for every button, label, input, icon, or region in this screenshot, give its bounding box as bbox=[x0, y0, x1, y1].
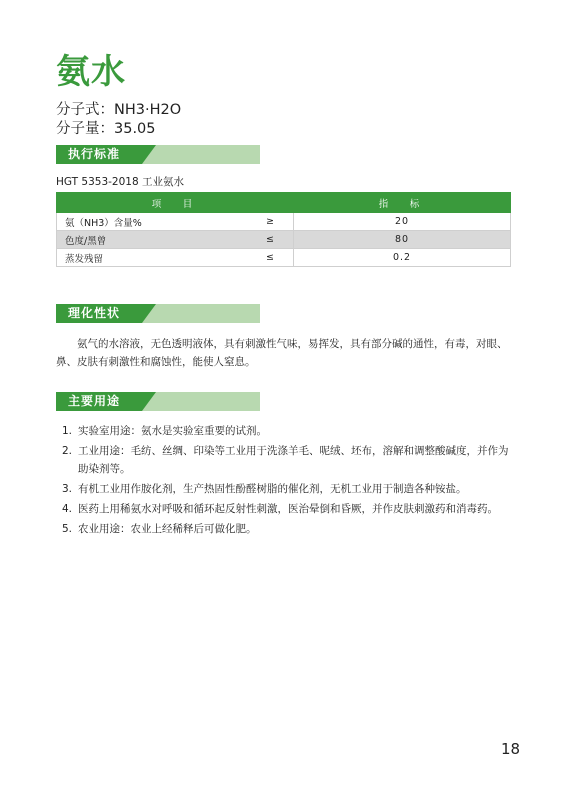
cell-value: 80 bbox=[294, 231, 511, 249]
cell-value: 0.2 bbox=[294, 249, 511, 267]
section-header-standard bbox=[56, 145, 260, 164]
standard-text: HGT 5353-2018 工业氨水 bbox=[56, 176, 184, 188]
section-label: 执行标准 bbox=[68, 147, 121, 161]
section-label: 理化性状 bbox=[68, 306, 121, 320]
section-header-uses bbox=[56, 392, 260, 411]
header-value: 指 标 bbox=[294, 193, 511, 213]
table-header-row bbox=[57, 193, 511, 213]
list-item bbox=[62, 422, 512, 440]
list-number: 3. bbox=[62, 483, 73, 495]
list-text: 工业用途：毛纺、丝绸、印染等工业用于洗涤羊毛、呢绒、坯布，溶解和调整酸碱度，并作为助染剂等。 bbox=[78, 445, 509, 475]
list-item bbox=[62, 520, 512, 538]
cell-operator: ≤ bbox=[247, 231, 294, 249]
list-number: 2. bbox=[62, 445, 73, 457]
uses-list bbox=[62, 422, 512, 540]
cell-value: 20 bbox=[294, 213, 511, 231]
cell-item: 蒸发残留 bbox=[57, 249, 248, 267]
section-header-properties bbox=[56, 304, 260, 323]
molecular-weight: 分子量：35.05 bbox=[56, 121, 156, 137]
list-text: 医药上用稀氨水对呼吸和循环起反射性刺激，医治晕倒和昏厥，并作皮肤刺激药和消毒药。 bbox=[78, 503, 498, 515]
list-item bbox=[62, 442, 512, 478]
list-text: 农业用途：农业上经稀释后可做化肥。 bbox=[78, 523, 257, 535]
cell-operator: ≤ bbox=[247, 249, 294, 267]
cell-item: 氨（NH3）含量% bbox=[57, 213, 248, 231]
page-number: 18 bbox=[501, 740, 521, 758]
table-row bbox=[57, 231, 511, 249]
cell-item: 色度/黑曾 bbox=[57, 231, 248, 249]
list-text: 实验室用途：氨水是实验室重要的试剂。 bbox=[78, 425, 267, 437]
list-item bbox=[62, 480, 512, 498]
spec-table bbox=[56, 192, 511, 267]
list-number: 1. bbox=[62, 425, 73, 437]
list-number: 5. bbox=[62, 523, 73, 535]
list-item bbox=[62, 500, 512, 518]
table-row bbox=[57, 249, 511, 267]
header-item: 项 目 bbox=[57, 193, 294, 213]
page-title: 氨水 bbox=[56, 52, 126, 92]
list-number: 4. bbox=[62, 503, 73, 515]
molecular-formula: 分子式：NH3·H2O bbox=[56, 102, 182, 118]
properties-text: 氨气的水溶液，无色透明液体，具有刺激性气味，易挥发，具有部分碱的通性，有毒，对眼、鼻、皮肤有刺激性和腐蚀性，能使人窒息。 bbox=[56, 338, 508, 368]
section-label: 主要用途 bbox=[68, 394, 121, 408]
list-text: 有机工业用作胺化剂，生产热固性酚醛树脂的催化剂，无机工业用于制造各种铵盐。 bbox=[78, 483, 467, 495]
cell-operator: ≥ bbox=[247, 213, 294, 231]
table-row bbox=[57, 213, 511, 231]
